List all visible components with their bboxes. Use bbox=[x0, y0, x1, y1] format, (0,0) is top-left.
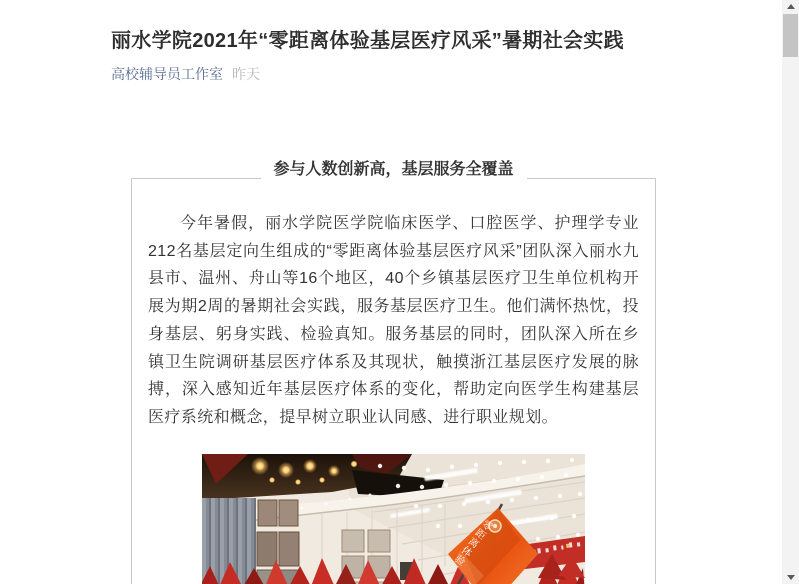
article-paragraph: 今年暑假，丽水学院医学院临床医学、口腔医学、护理学专业212名基层定向生组成的“零距离体验基层医疗风采”团队深入丽水九县市、温州、舟山等16个地区，40个乡镇基层医疗卫生单位机构开展为期2周的暑期社会实践，服务基层医疗卫生。他们满怀热忱，投身基层、躬身实践、检验真知。服务基层的同时，团队深入所在乡镇卫生院调研基层医疗体系及其现状，触摸浙江基层医疗发展的脉搏，深入感知近年基层医疗体系的变化，帮助定向医学生构建基层医疗系统和概念，提早树立职业认同感、进行职业规划。 bbox=[148, 215, 639, 426]
section-box bbox=[131, 161, 656, 584]
scroll-down-button[interactable] bbox=[782, 571, 799, 584]
scroll-down-icon bbox=[787, 575, 795, 580]
article-meta bbox=[111, 64, 677, 84]
article-content bbox=[111, 0, 677, 584]
section-heading: 参与人数创新高，基层服务全覆盖 bbox=[260, 158, 526, 182]
article-title: 丽水学院2021年“零距离体验基层医疗风采”暑期社会实践 bbox=[111, 30, 624, 52]
scroll-up-icon bbox=[787, 4, 795, 9]
vertical-scrollbar[interactable] bbox=[782, 0, 799, 584]
author-link[interactable]: 高校辅导员工作室 bbox=[111, 66, 223, 82]
publish-date: 昨天 bbox=[232, 66, 260, 82]
article-photo[interactable] bbox=[202, 454, 585, 584]
scrollbar-thumb[interactable] bbox=[783, 14, 798, 57]
scroll-up-button[interactable] bbox=[782, 0, 799, 13]
